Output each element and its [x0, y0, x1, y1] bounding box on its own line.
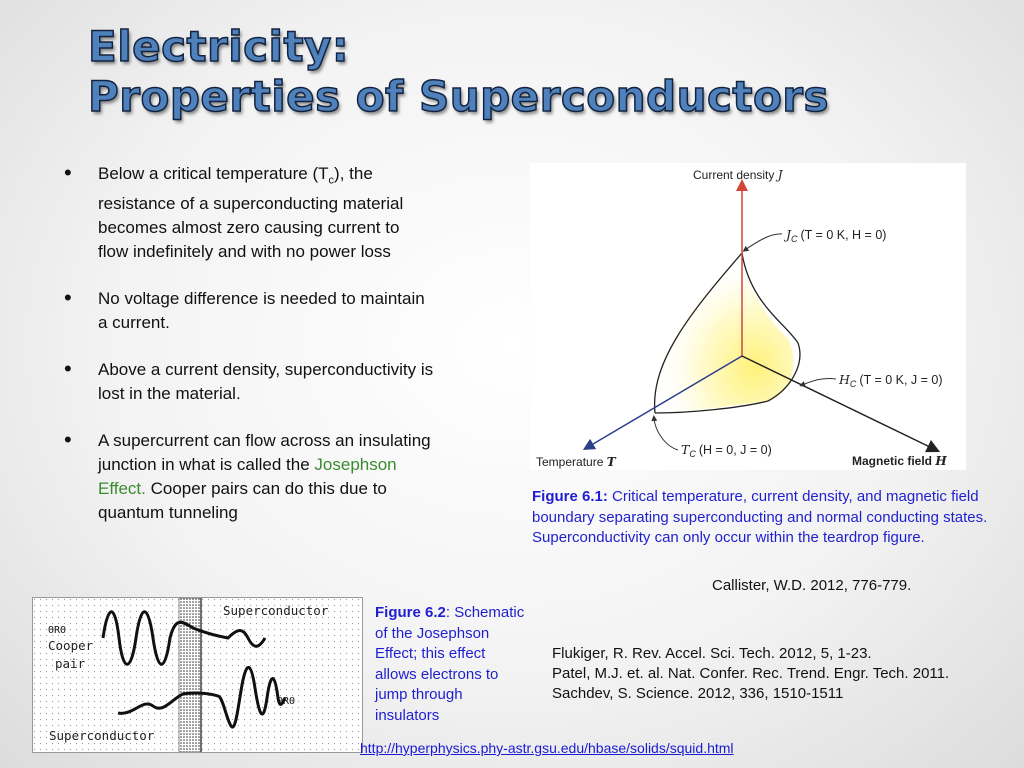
figure-2-caption: Figure 6.2: Schematic of the Josephson Effect; this effect allows electrons to jump through insulators — [375, 604, 525, 724]
bullet-dot-icon: • — [64, 427, 72, 453]
label-jc: $J_C$ (T = 0 K, H = 0) — [786, 227, 887, 244]
reference-item: Flukiger, R. Rev. Accel. Sci. Tech. 2012, 5, 1-23. — [552, 645, 872, 662]
figure-josephson-schematic — [32, 597, 363, 753]
bullet-dot-icon: • — [64, 160, 72, 185]
hyperphysics-link[interactable]: http://hyperphysics.phy-astr.gsu.edu/hbase/solids/squid.html — [360, 740, 734, 756]
bullet-dot-icon: • — [64, 356, 72, 382]
josephson-effect-highlight: Josephson Effect. — [98, 455, 397, 499]
bullet-dot-icon: • — [64, 285, 72, 311]
slide-title — [88, 22, 829, 122]
label-superconductor-bottom: Superconductor — [49, 728, 155, 743]
label-superconductor-top: Superconductor — [223, 603, 329, 618]
figure-1-caption: Figure 6.1: Critical temperature, current density, and magnetic field boundary separating superconducting and normal conducting states. Superconductivity can only occur within the teardrop figure. — [532, 488, 988, 546]
hc-pointer-icon — [802, 378, 836, 385]
cooper-pair-symbol: ΘRΘ — [48, 625, 67, 636]
label-tc: $T_C$ (H = 0, J = 0) — [681, 442, 772, 459]
axis-magnetic-field — [742, 356, 934, 449]
bullet-item: • No voltage difference is needed to maintain a current. — [64, 285, 425, 333]
cooper-pair-symbol-right: ΘRΘ — [277, 696, 296, 707]
label-hc: $H_C$ (T = 0 K, J = 0) — [839, 372, 943, 389]
jc-pointer-icon — [745, 234, 782, 250]
references-list — [552, 644, 949, 704]
tc-pointer-icon — [654, 418, 678, 450]
axis-label-current-density: Current density J — [693, 168, 783, 182]
bullet-list — [62, 162, 434, 548]
reference-item: Sachdev, S. Science. 2012, 336, 1510-1511 — [552, 685, 844, 702]
figure-phase-diagram — [530, 163, 966, 470]
citation-callister: Callister, W.D. 2012, 776-779. — [712, 577, 912, 594]
title-line-1: Electricity: — [88, 22, 350, 71]
superconductor-right-region — [201, 598, 362, 752]
reference-item: Patel, M.J. et. al. Nat. Confer. Rec. Trend. Engr. Tech. 2011. — [552, 665, 950, 682]
axis-label-magnetic-field: Magnetic field H — [852, 454, 947, 468]
bullet-item: • A supercurrent can flow across an insulating junction in what is called the Josephson Effect. Cooper pairs can do this due to quantum tunneling — [64, 427, 431, 523]
superconducting-region-fill — [652, 253, 794, 412]
title-line-2: Properties of Superconductors — [88, 72, 830, 121]
label-cooper-line1: Cooper — [48, 638, 94, 653]
bullet-item: • Below a critical temperature $(T_c)$, the resistance of a superconducting material becomes almost zero causing current to flow indefinitely and with no power loss — [64, 160, 404, 262]
label-cooper-line2: pair — [55, 656, 86, 671]
bullet-item: • Above a current density, superconductivity is lost in the material. — [64, 356, 434, 404]
axis-label-temperature: Temperature T — [536, 455, 616, 469]
